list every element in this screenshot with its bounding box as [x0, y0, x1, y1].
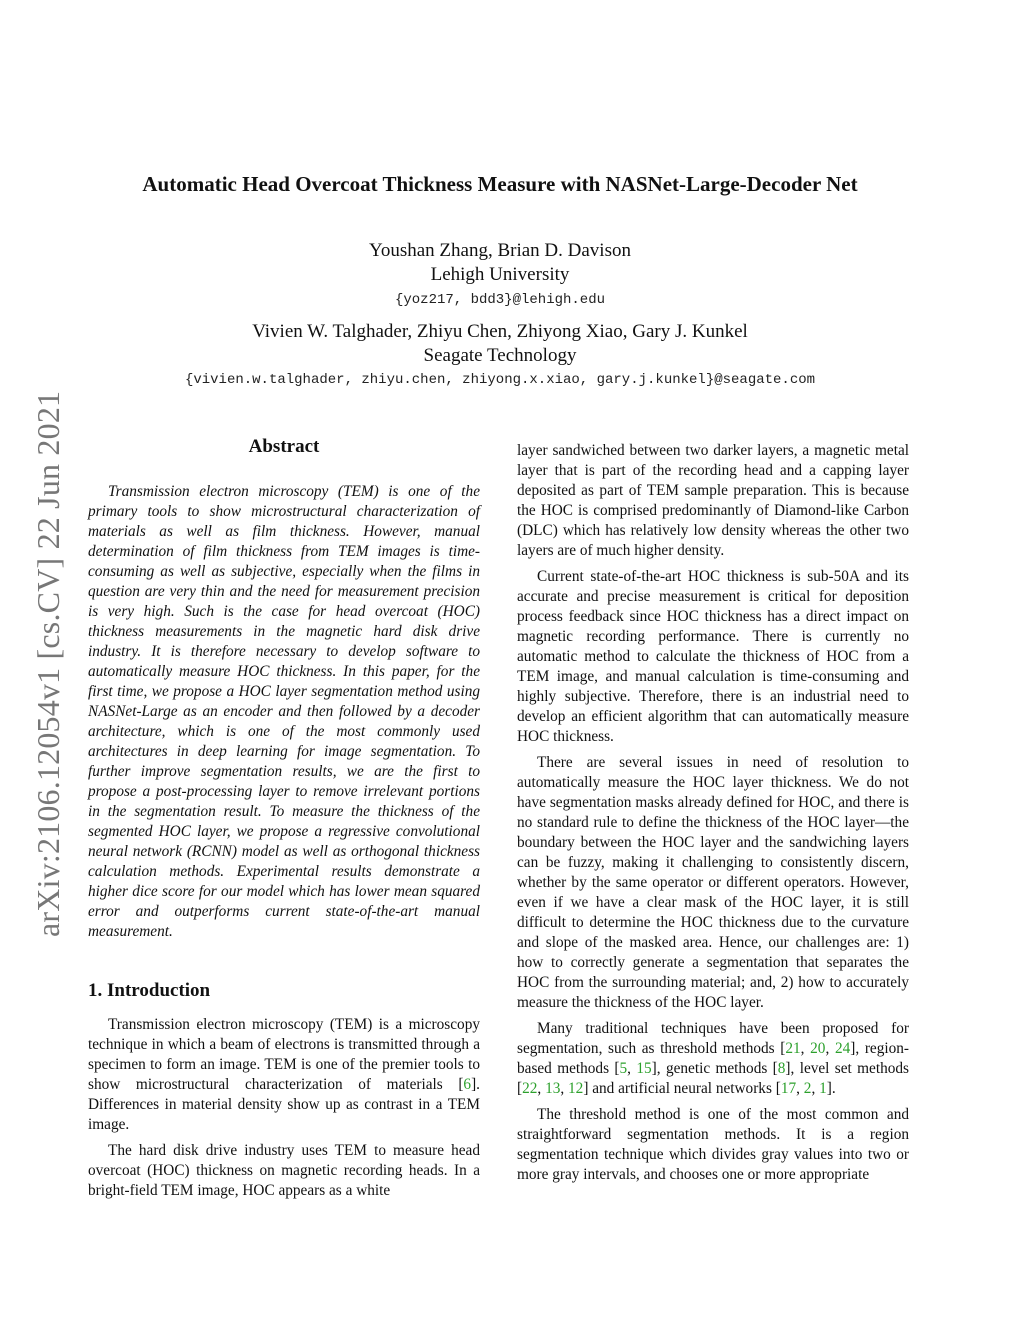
citation-link[interactable]: 1: [819, 1080, 827, 1097]
body-paragraph-4: Many traditional techniques have been proposed for segmentation, such as threshold methods [21, 20, 24], region-based methods [5, 15], genetic methods [8], level set methods [22, 13, 12] and artificial neural networks [17, 2, 1].: [517, 1020, 910, 1097]
body-paragraph-2: Current state-of-the-art HOC thickness is sub-50A and its accurate and precise measurement is critical for deposition process feedback since HOC thickness has a direct impact on magnetic recording performance. There is currently no automatic method to calculate the thickness of HOC from a TEM image, and manual calculation is time-consuming and highly subjective. Therefore, there is an industrial need to develop an efficient algorithm that can automatically measure HOC thickness.: [517, 568, 909, 745]
abstract-heading: Abstract: [248, 436, 320, 457]
citation-link[interactable]: 5: [619, 1060, 628, 1077]
affiliation-2: Seagate Technology: [423, 345, 577, 366]
email-2: {vivien.w.talghader, zhiyu.chen, zhiyong.x.xiao, gary.j.kunkel}@seagate.com: [184, 372, 816, 388]
citation-link[interactable]: 13: [545, 1080, 561, 1097]
author-names-2: Vivien W. Talghader, Zhiyu Chen, Zhiyong Xiao, Gary J. Kunkel: [252, 321, 748, 342]
right-column-body: [517, 441, 909, 1191]
citation-link[interactable]: 21: [785, 1040, 801, 1057]
abstract-text: Transmission electron microscopy (TEM) is one of the primary tools to show microstructural characterization of materials as well as film thickness. However, manual determination of film thickness from TEM images is time-consuming as well as subjective, especially when the films in question are very thin and the need for measurement precision is very high. Such is the case for head overcoat (HOC) thickness measurements in the magnetic hard disk drive industry. It is therefore necessary to develop software to automatically measure HOC thickness. In this paper, for the first time, we propose a HOC layer segmentation method using NASNet-Large as an encoder and then followed by a decoder architecture, which is one of the most commonly used architectures in deep learning for image segmentation. To further improve segmentation results, we are the first to propose a post-processing layer to remove irrelevant portions in the segmentation result. To measure the thickness of the segmented HOC layer, we propose a regressive convolutional neural network (RCNN) model as well as orthogonal thickness calculation methods. Experimental results demonstrate a higher dice score for our model which has lower mean squared error and outperforms current state-of-the-art manual measurement.: [88, 483, 480, 940]
citation-link[interactable]: 8: [777, 1060, 786, 1077]
arxiv-identifier: arXiv:2106.12054v1 [cs.CV] 22 Jun 2021: [30, 390, 66, 937]
abstract-section: [88, 482, 480, 948]
citation-link[interactable]: 17: [780, 1080, 797, 1097]
introduction-heading: 1. Introduction: [88, 980, 211, 1001]
left-column-body: [88, 1015, 480, 1207]
citation-link[interactable]: 20: [810, 1040, 826, 1057]
intro-paragraph-2: The hard disk drive industry uses TEM to measure head overcoat (HOC) thickness on magnetic recording heads. In a bright-field TEM image, HOC appears as a white: [88, 1142, 480, 1199]
citation-link[interactable]: 24: [834, 1040, 851, 1057]
citation-link[interactable]: 12: [568, 1080, 584, 1097]
body-paragraph-3: There are several issues in need of resolution to automatically measure the HOC layer thickness. We do not have segmentation masks already defined for HOC, and there is no standard rule to define the thickness of the HOC layer—the boundary between the HOC layer and the sandwiching layers can be fuzzy, making it challenging to consistently discern, whether by the same operator or different operators. However, even if we have a clear mask of the HOC layer, it is still difficult to determine the HOC thickness due to the curvature and slope of the masked area. Hence, our challenges are: 1) how to correctly generate a segmentation that separates the HOC from the surrounding material; and, 2) how to accurately measure the thickness of the HOC layer.: [517, 754, 909, 1011]
paper-title: Automatic Head Overcoat Thickness Measure with NASNet-Large-Decoder Net: [142, 172, 858, 196]
citation-link[interactable]: 15: [636, 1060, 652, 1077]
affiliation-1: Lehigh University: [430, 264, 570, 285]
body-paragraph-1: layer sandwiched between two darker layers, a magnetic metal layer that is part of the recording head and a capping layer deposited as part of TEM sample preparation. This is because the HOC is comprised predominantly of Diamond-like Carbon (DLC) which has relatively low density whereas the other two layers are of much higher density.: [517, 442, 909, 559]
intro-paragraph-1: Transmission electron microscopy (TEM) is a microscopy technique in which a beam of electrons is transmitted through a specimen to form an image. TEM is one of the premier tools to show microstructural characterization of materials [6]. Differences in material density show up as contrast in a TEM image.: [88, 1016, 480, 1133]
citation-link[interactable]: 22: [522, 1080, 538, 1097]
citation-link[interactable]: 2: [803, 1080, 812, 1097]
body-paragraph-5: The threshold method is one of the most common and straightforward segmentation methods. It is a region segmentation technique which divides gray values into two or more gray intervals, and chooses one or more appropriate: [517, 1106, 909, 1183]
author-names-1: Youshan Zhang, Brian D. Davison: [369, 240, 631, 261]
email-1: {yoz217, bdd3}@lehigh.edu: [394, 292, 606, 308]
citation-link[interactable]: 6: [463, 1076, 472, 1093]
